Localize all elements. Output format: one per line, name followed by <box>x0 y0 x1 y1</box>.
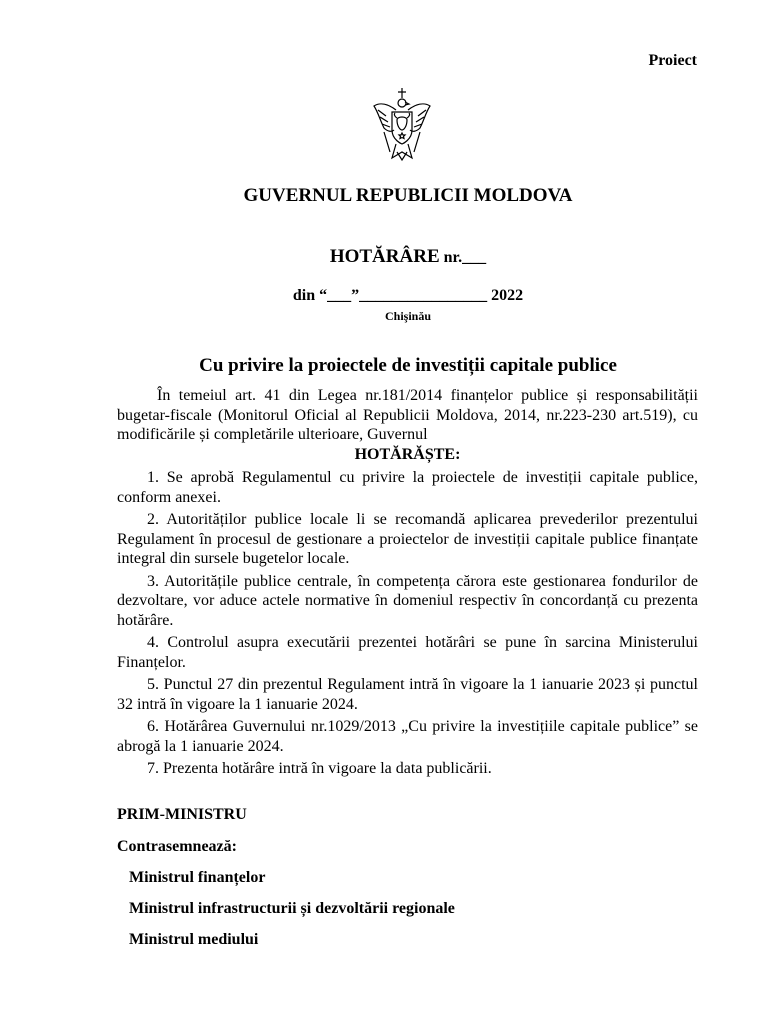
decision-date: din “___”________________ 2022 <box>292 287 524 304</box>
minister-environment: Ministrul mediului <box>129 931 259 948</box>
decision-item: 4. Controlul asupra executării prezentei hotărâri se pune în sarcina Ministerului Finanțelor. <box>117 634 698 671</box>
decision-title <box>0 246 770 268</box>
decision-item: 7. Prezenta hotărâre intră în vigoare la data publicării. <box>147 760 492 777</box>
government-title: GUVERNUL REPUBLICII MOLDOVA <box>243 185 573 206</box>
decision-item: 3. Autoritățile publice centrale, în competența cărora este gestionarea fondurilor de dezvoltare, vor aduce actele normative în domeniul respectiv în concordanță cu prezenta hotărâre. <box>117 572 698 629</box>
draft-label: Proiect <box>648 52 697 69</box>
minister-infrastructure: Ministrul infrastructurii și dezvoltării regionale <box>129 900 455 917</box>
prime-minister-signature: PRIM-MINISTRU <box>117 806 247 823</box>
decision-item: 5. Punctul 27 din prezentul Regulament intră în vigoare la 1 ianuarie 2023 și punctul 32 intră în vigoare la 1 ianuarie 2024. <box>117 676 698 713</box>
decision-item: 6. Hotărârea Guvernului nr.1029/2013 „Cu privire la investițiile capitale publice” se abrogă la 1 ianuarie 2024. <box>117 718 698 755</box>
decision-body <box>117 386 698 782</box>
city-name: Chişinău <box>384 309 432 323</box>
decision-item: 2. Autorităților publice locale li se recomandă aplicarea prevederilor prezentului Regulament în procesul de gestionare a proiectelor de investiții capitale publice finanțate integral din sursele bugetelor locale. <box>117 511 698 567</box>
decision-word: HOTĂRÂRE <box>329 246 440 267</box>
countersigns-label: Contrasemnează: <box>117 838 237 855</box>
decides-heading: HOTĂRĂȘTE: <box>354 445 461 463</box>
moldova-coat-of-arms-icon <box>370 86 434 166</box>
minister-finance: Ministrul finanțelor <box>129 869 266 886</box>
decision-item: 1. Se aprobă Regulamentul cu privire la proiectele de investiții capitale publice, conform anexei. <box>117 469 698 506</box>
decision-number: nr.___ <box>439 249 487 266</box>
preamble-paragraph: În temeiul art. 41 din Legea nr.181/2014 finanțelor publice și responsabilității bugetar-fiscale (Monitorul Oficial al Republicii Moldova, 2014, nr.223-230 art.519), cu modificările și completările ulterioare, Guvernul <box>117 387 698 443</box>
decision-subject: Cu privire la proiectele de investiții capitale publice <box>199 355 617 376</box>
